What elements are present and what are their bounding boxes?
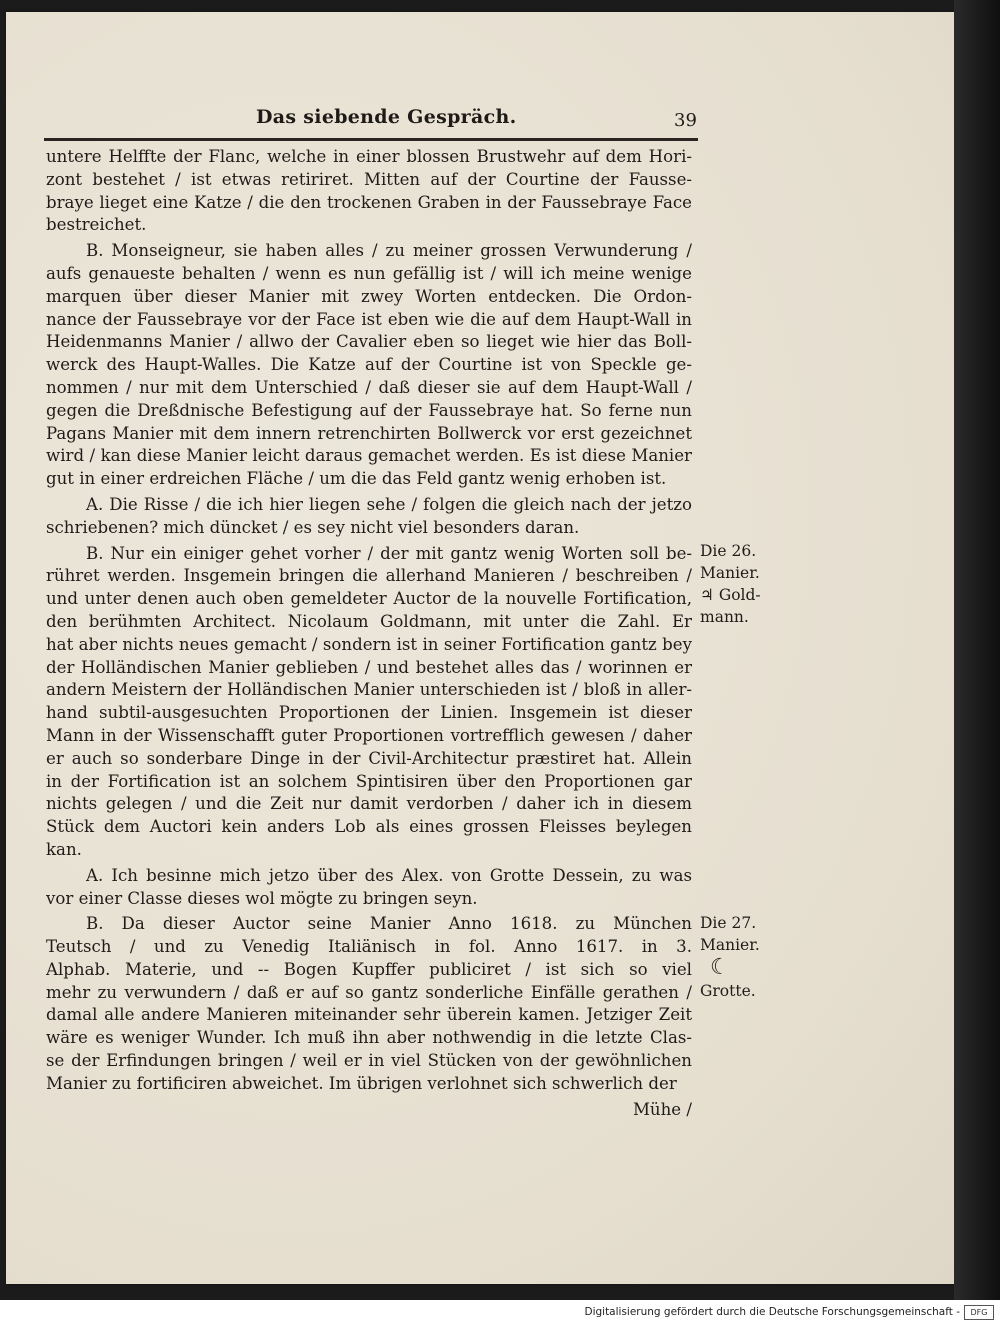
text-line: Pagans Manier mit dem innern retrenchirten Bollwerck vor erst gezeichnet — [46, 423, 692, 443]
text-line: und unter denen auch oben gemeldeter Auctor de la nouvelle Fortification, — [46, 589, 692, 609]
body-text — [46, 146, 692, 1121]
text-line: in der Fortification ist an solchem Spintisiren über den Proportionen gar — [46, 771, 692, 791]
paragraph — [46, 913, 692, 1095]
margin-note-line: Die 27. — [700, 914, 757, 932]
text-line: A. Ich besinne mich jetzo über des Alex. von Grotte Dessein, zu was — [86, 865, 692, 885]
dfg-logo-icon: DFG — [964, 1305, 994, 1320]
running-head: Das siebende Gespräch. — [256, 106, 517, 128]
page-edge-shadow — [954, 0, 1000, 1300]
margin-note-line: Manier. — [700, 564, 760, 582]
text-line: se der Erfindungen bringen / weil er in viel Stücken von der gewöhnlichen — [46, 1051, 692, 1071]
text-line: Teutsch / und zu Venedig Italiänisch in fol. Anno 1617. in 3. — [46, 937, 692, 957]
moon-symbol-icon: ☾ — [710, 955, 730, 980]
text-line: bestreichet. — [46, 215, 147, 235]
margin-note-goldmann — [700, 540, 790, 628]
margin-note-line: Manier. — [700, 936, 760, 954]
text-line: mehr zu verwundern / daß er auf so gantz sonderliche Einfälle gerathen / — [46, 982, 692, 1002]
text-line: zont bestehet / ist etwas retiriret. Mitten auf der Courtine der Fausse- — [46, 169, 692, 189]
text-line: B. Nur ein einiger gehet vorher / der mit gantz wenig Worten soll be- — [86, 543, 692, 563]
margin-note-line-text: Gold- — [718, 586, 761, 604]
text-line: andern Meistern der Holländischen Manier unterschieden ist / bloß in aller- — [46, 680, 692, 700]
text-line: aufs genaueste behalten / wenn es nun gefällig ist / will ich meine wenige — [46, 263, 692, 283]
paragraph — [46, 240, 692, 491]
text-line: marquen über dieser Manier mit zwey Worten entdecken. Die Ordon- — [46, 286, 692, 306]
margin-note-line: Die 26. — [700, 542, 757, 560]
text-line: gegen die Dreßdnische Befestigung auf der Faussebraye hat. So ferne nun — [46, 400, 692, 420]
text-line: werck des Haupt-Walles. Die Katze auf der Courtine ist von Speckle ge- — [46, 355, 692, 375]
paragraph — [46, 865, 692, 911]
text-line: der Holländischen Manier geblieben / und bestehet alles das / worinnen er — [46, 657, 692, 677]
text-line: Stück dem Auctori kein anders Lob als eines grossen Fleisses beylegen — [46, 817, 692, 837]
text-line: wird / kan diese Manier leicht daraus gemachet werden. Es ist diese Manier — [46, 446, 692, 466]
text-line: A. Die Risse / die ich hier liegen sehe / folgen die gleich nach der jetzo — [86, 494, 692, 514]
margin-note-line — [700, 584, 790, 606]
text-line: vor einer Classe dieses wol mögte zu bringen seyn. — [46, 888, 478, 908]
text-line: damal alle andere Manieren miteinander sehr überein kamen. Jetziger Zeit — [46, 1005, 692, 1025]
page-number: 39 — [674, 110, 697, 131]
text-line: hand subtil-ausgesuchten Proportionen der Linien. Insgemein ist dieser — [46, 703, 692, 723]
paragraph — [46, 494, 692, 540]
catchword: Mühe / — [632, 1099, 692, 1119]
digitization-footer — [0, 1300, 1000, 1324]
text-line: den berühmten Architect. Nicolaum Goldmann, mit unter die Zahl. Er — [46, 611, 692, 631]
funding-notice: Digitalisierung gefördert durch die Deutsche Forschungsgemeinschaft - — [584, 1306, 960, 1318]
text-line: nommen / nur mit dem Unterschied / daß dieser sie auf dem Haupt-Wall / — [46, 377, 692, 397]
margin-note-line: Grotte. — [700, 982, 756, 1000]
text-line: braye lieget eine Katze / die den trockenen Graben in der Faussebraye Face — [46, 192, 692, 212]
text-line: untere Helffte der Flanc, welche in einer blossen Brustwehr auf dem Hori- — [46, 147, 692, 166]
header-rule — [44, 138, 698, 141]
text-line: B. Da dieser Auctor seine Manier Anno 1618. zu München — [86, 914, 692, 934]
margin-note-line: mann. — [700, 608, 749, 626]
text-line: schriebenen? mich düncket / es sey nicht viel besonders daran. — [46, 517, 580, 537]
text-line: er auch so sonderbare Dinge in der Civil-Architectur præstiret hat. Allein — [46, 748, 692, 768]
text-line: Manier zu fortificiren abweichet. Im übrigen verlohnet sich schwerlich der — [46, 1073, 677, 1093]
text-line: wäre es weniger Wunder. Ich muß ihn aber nothwendig in die letzte Clas- — [46, 1028, 692, 1048]
text-line: B. Monseigneur, sie haben alles / zu meiner grossen Verwunderung / — [86, 241, 692, 261]
text-line: Alphab. Materie, und -- Bogen Kupffer publiciret / ist sich so viel — [46, 959, 692, 979]
jupiter-symbol-icon: ♃ — [700, 586, 714, 604]
margin-note-grotte — [700, 912, 790, 1002]
text-line: Heidenmanns Manier / allwo der Cavalier eben so lieget wie hier das Boll- — [46, 332, 692, 352]
text-line: Mann in der Wissenschafft guter Proportionen vortrefflich gewesen / daher — [46, 725, 692, 745]
text-line: nance der Faussebraye vor der Face ist eben wie die auf dem Haupt-Wall in — [46, 309, 692, 329]
paragraph — [46, 543, 692, 862]
page-header — [256, 106, 696, 136]
text-line: hat aber nichts neues gemacht / sondern ist in seiner Fortification gantz bey — [46, 634, 692, 654]
text-line: rühret werden. Insgemein bringen die allerhand Manieren / beschreiben / — [46, 566, 692, 586]
text-line: nichts gelegen / und die Zeit nur damit verdorben / daher ich in diesem — [46, 794, 692, 814]
paragraph — [46, 146, 692, 237]
text-line: gut in einer erdreichen Fläche / um die das Feld gantz wenig erhoben ist. — [46, 469, 667, 489]
text-line: kan. — [46, 839, 82, 859]
